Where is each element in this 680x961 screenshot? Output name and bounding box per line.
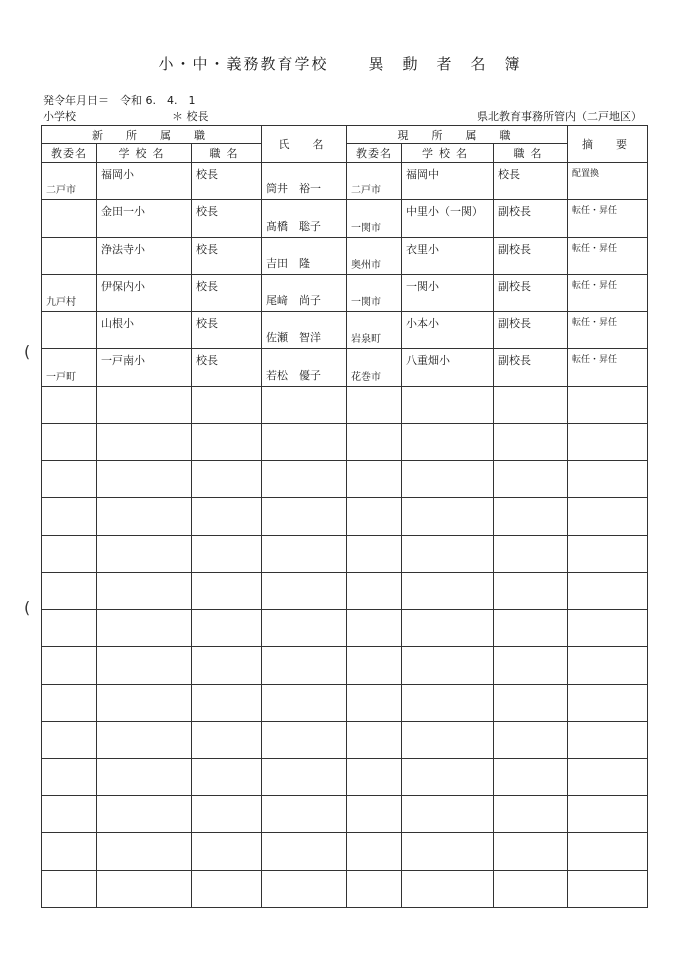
new-board-cell: 九戸村: [42, 274, 97, 311]
name-cell: 吉田 隆: [262, 237, 347, 274]
name-cell: 尾﨑 尚子: [262, 274, 347, 311]
empty-row: [42, 647, 648, 684]
new-job-cell: 校長: [192, 200, 262, 237]
new-board-cell: 二戸市: [42, 163, 97, 200]
empty-row: [42, 498, 648, 535]
name-cell: 若松 優子: [262, 349, 347, 386]
new-school-cell: 浄法寺小: [97, 237, 192, 274]
current-board-cell: 一関市: [347, 200, 402, 237]
new-job-cell: 校長: [192, 349, 262, 386]
current-board-cell: 岩泉町: [347, 312, 402, 349]
title-roster: 異 動 者 名 簿: [368, 55, 522, 73]
remark-cell: 転任・昇任: [568, 349, 648, 386]
school-type: 小学校: [43, 110, 76, 123]
issue-date: 発令年月日＝ 令和 6. 4. 1: [43, 94, 196, 107]
empty-row: [42, 758, 648, 795]
new-board-cell: 一戸町: [42, 349, 97, 386]
header-current-post: 現 所 属 職: [347, 126, 568, 144]
current-job-cell: 副校長: [494, 349, 568, 386]
current-board-cell: 奥州市: [347, 237, 402, 274]
new-board-cell: [42, 237, 97, 274]
header-current-job: 職名: [494, 144, 568, 163]
binder-hole-mark: (: [24, 598, 31, 617]
header-new-post: 新 所 属 職: [42, 126, 262, 144]
current-job-cell: 副校長: [494, 200, 568, 237]
new-job-cell: 校長: [192, 163, 262, 200]
empty-row: [42, 870, 648, 907]
current-board-cell: 一関市: [347, 274, 402, 311]
table-row: [42, 237, 648, 274]
title-school-types: 小・中・義務教育学校: [158, 55, 329, 73]
empty-row: [42, 572, 648, 609]
table-row: [42, 312, 648, 349]
new-school-cell: 金田一小: [97, 200, 192, 237]
current-school-cell: 中里小（一関）: [402, 200, 494, 237]
table-row: [42, 163, 648, 200]
header-new-school: 学校名: [97, 144, 192, 163]
header-new-board: 教委名: [42, 144, 97, 163]
current-school-cell: 衣里小: [402, 237, 494, 274]
name-cell: 筒井 裕一: [262, 163, 347, 200]
header-name: 氏 名: [262, 126, 347, 163]
remark-cell: 転任・昇任: [568, 237, 648, 274]
new-board-cell: [42, 200, 97, 237]
header-current-board: 教委名: [347, 144, 402, 163]
new-job-cell: 校長: [192, 237, 262, 274]
current-school-cell: 小本小: [402, 312, 494, 349]
current-school-cell: 一関小: [402, 274, 494, 311]
new-school-cell: 山根小: [97, 312, 192, 349]
empty-row: [42, 684, 648, 721]
current-school-cell: 福岡中: [402, 163, 494, 200]
table-row: [42, 274, 648, 311]
header-new-job: 職名: [192, 144, 262, 163]
remark-cell: 転任・昇任: [568, 312, 648, 349]
table-row: [42, 349, 648, 386]
new-school-cell: 福岡小: [97, 163, 192, 200]
remark-cell: 転任・昇任: [568, 274, 648, 311]
header-remarks: 摘 要: [568, 126, 648, 163]
position-label: ＊ 校長: [172, 110, 209, 123]
current-board-cell: 花巻市: [347, 349, 402, 386]
header-current-school: 学校名: [402, 144, 494, 163]
empty-row: [42, 610, 648, 647]
table-row: [42, 200, 648, 237]
empty-row: [42, 721, 648, 758]
empty-row: [42, 796, 648, 833]
binder-hole-mark: (: [24, 342, 31, 361]
current-school-cell: 八重畑小: [402, 349, 494, 386]
current-job-cell: 副校長: [494, 237, 568, 274]
empty-row: [42, 535, 648, 572]
remark-cell: 転任・昇任: [568, 200, 648, 237]
name-cell: 佐瀬 智洋: [262, 312, 347, 349]
new-school-cell: 一戸南小: [97, 349, 192, 386]
new-job-cell: 校長: [192, 312, 262, 349]
transfer-roster-table: [41, 125, 648, 908]
current-board-cell: 二戸市: [347, 163, 402, 200]
new-school-cell: 伊保内小: [97, 274, 192, 311]
name-cell: 髙橋 聡子: [262, 200, 347, 237]
current-job-cell: 副校長: [494, 274, 568, 311]
empty-row: [42, 833, 648, 870]
current-job-cell: 副校長: [494, 312, 568, 349]
current-job-cell: 校長: [494, 163, 568, 200]
document-title: [0, 53, 680, 74]
empty-row: [42, 461, 648, 498]
new-board-cell: [42, 312, 97, 349]
empty-row: [42, 423, 648, 460]
new-job-cell: 校長: [192, 274, 262, 311]
remark-cell: 配置換: [568, 163, 648, 200]
empty-row: [42, 386, 648, 423]
district-label: 県北教育事務所管内（二戸地区）: [477, 110, 642, 123]
